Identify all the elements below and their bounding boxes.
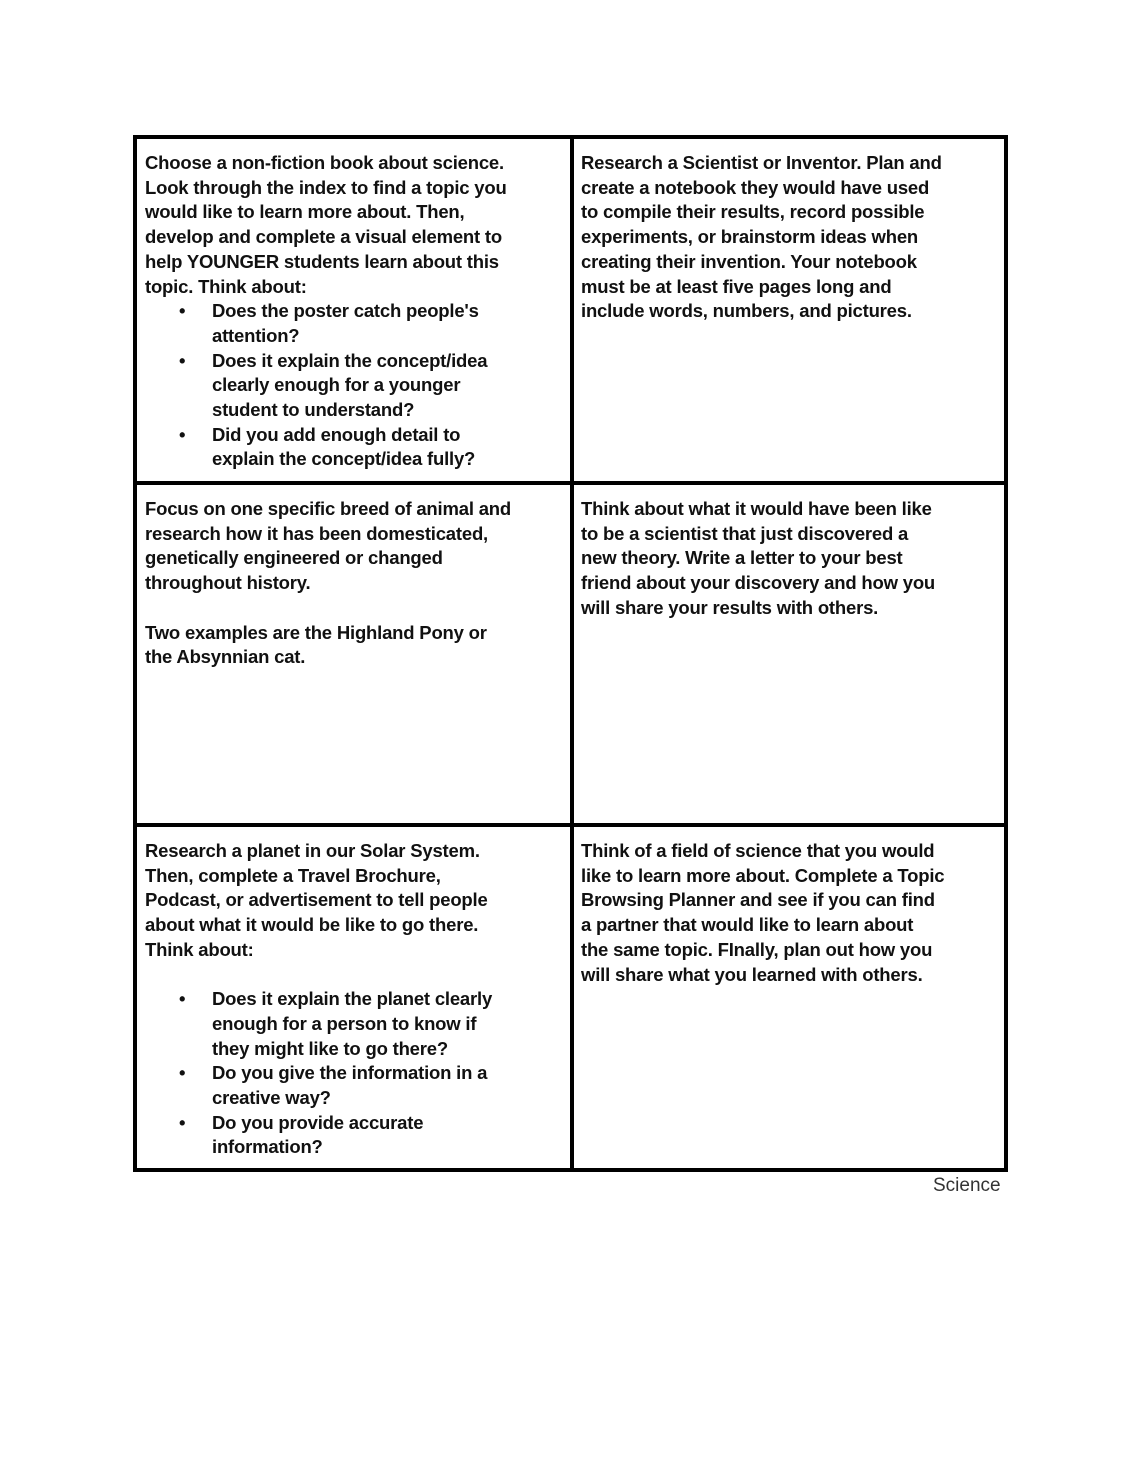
text-line: attention?	[212, 324, 300, 346]
text-line: to compile their results, record possible	[581, 201, 925, 223]
text-line: Browsing Planner and see if you can find	[581, 889, 935, 911]
text-line: clearly enough for a younger	[212, 374, 461, 396]
text-line: create a notebook they would have used	[581, 176, 930, 198]
text-line: enough for a person to know if	[212, 1012, 477, 1034]
bullet-list	[145, 987, 564, 1160]
text-line: Does it explain the planet clearly	[212, 988, 493, 1010]
text-line: Then, complete a Travel Brochure,	[145, 864, 441, 886]
text-line: would like to learn more about. Then,	[145, 201, 465, 223]
text-line: about what it would be like to go there.	[145, 914, 479, 936]
list-item	[145, 1111, 564, 1160]
bullet-icon: •	[179, 349, 186, 371]
paragraph	[145, 839, 564, 963]
bullet-list	[145, 299, 564, 472]
text-line: Did you add enough detail to	[212, 423, 461, 445]
text-line: explain the concept/idea fully?	[212, 448, 476, 470]
text-line: a partner that would like to learn about	[581, 914, 914, 936]
text-line: research how it has been domesticated,	[145, 522, 488, 544]
footer-subject-label: Science	[933, 1175, 1001, 1196]
text-line: will share what you learned with others.	[581, 963, 923, 985]
cell-field-of-science	[574, 827, 1004, 1168]
text-line: they might like to go there?	[212, 1037, 448, 1059]
text-line: Think about:	[145, 938, 254, 960]
text-line: Does it explain the concept/idea	[212, 349, 488, 371]
text-line: Research a planet in our Solar System.	[145, 840, 480, 861]
cell-scientist-letter	[574, 485, 1004, 827]
text-line: experiments, or brainstorm ideas when	[581, 226, 919, 248]
blank-line	[145, 596, 564, 621]
text-line: information?	[212, 1136, 323, 1158]
text-line: help YOUNGER students learn about this	[145, 250, 499, 272]
paragraph	[581, 839, 998, 987]
text-line: Podcast, or advertisement to tell people	[145, 889, 488, 911]
text-line: must be at least five pages long and	[581, 275, 892, 297]
blank-line	[145, 963, 564, 988]
text-line: Do you give the information in a	[212, 1062, 488, 1084]
text-line: Do you provide accurate	[212, 1111, 424, 1133]
cell-animal-breed	[137, 485, 574, 827]
text-line: Choose a non-fiction book about science.	[145, 152, 504, 173]
choice-board-table	[133, 135, 1008, 1172]
bullet-icon: •	[179, 1062, 186, 1084]
text-line: the same topic. FInally, plan out how you	[581, 938, 933, 960]
text-line: creating their invention. Your notebook	[581, 250, 917, 272]
text-line: Think about what it would have been like	[581, 498, 932, 519]
text-line: develop and complete a visual element to	[145, 226, 502, 248]
text-line: will share your results with others.	[581, 596, 879, 618]
paragraph	[581, 497, 998, 621]
text-line: friend about your discovery and how you	[581, 572, 936, 594]
text-line: student to understand?	[212, 399, 415, 421]
text-line: Think of a field of science that you would	[581, 840, 935, 861]
text-line: genetically engineered or changed	[145, 547, 443, 569]
list-item	[145, 1061, 564, 1110]
list-item	[145, 423, 564, 472]
text-line: creative way?	[212, 1087, 331, 1109]
text-line: new theory. Write a letter to your best	[581, 547, 903, 569]
text-line: topic. Think about:	[145, 275, 307, 297]
bullet-icon: •	[179, 300, 186, 322]
text-line: Focus on one specific breed of animal and	[145, 498, 511, 519]
text-line: Research a Scientist or Inventor. Plan and	[581, 152, 942, 173]
bullet-icon: •	[179, 423, 186, 445]
paragraph	[145, 621, 564, 670]
cell-scientist-notebook	[574, 139, 1004, 485]
cell-planet-research	[137, 827, 574, 1168]
paragraph	[145, 151, 564, 299]
list-item	[145, 299, 564, 348]
text-line: like to learn more about. Complete a Topic	[581, 864, 945, 886]
bullet-icon: •	[179, 988, 186, 1010]
text-line: to be a scientist that just discovered a	[581, 522, 909, 544]
bullet-icon: •	[179, 1111, 186, 1133]
list-item	[145, 349, 564, 423]
text-line: Does the poster catch people's	[212, 300, 479, 322]
cell-nonfiction-book	[137, 139, 574, 485]
text-line: Look through the index to find a topic you	[145, 176, 507, 198]
list-item	[145, 987, 564, 1061]
text-line: Two examples are the Highland Pony or	[145, 621, 487, 643]
text-line: throughout history.	[145, 572, 311, 594]
text-line: include words, numbers, and pictures.	[581, 300, 912, 322]
paragraph	[145, 497, 564, 596]
text-line: the Absynnian cat.	[145, 646, 306, 668]
paragraph	[581, 151, 998, 324]
